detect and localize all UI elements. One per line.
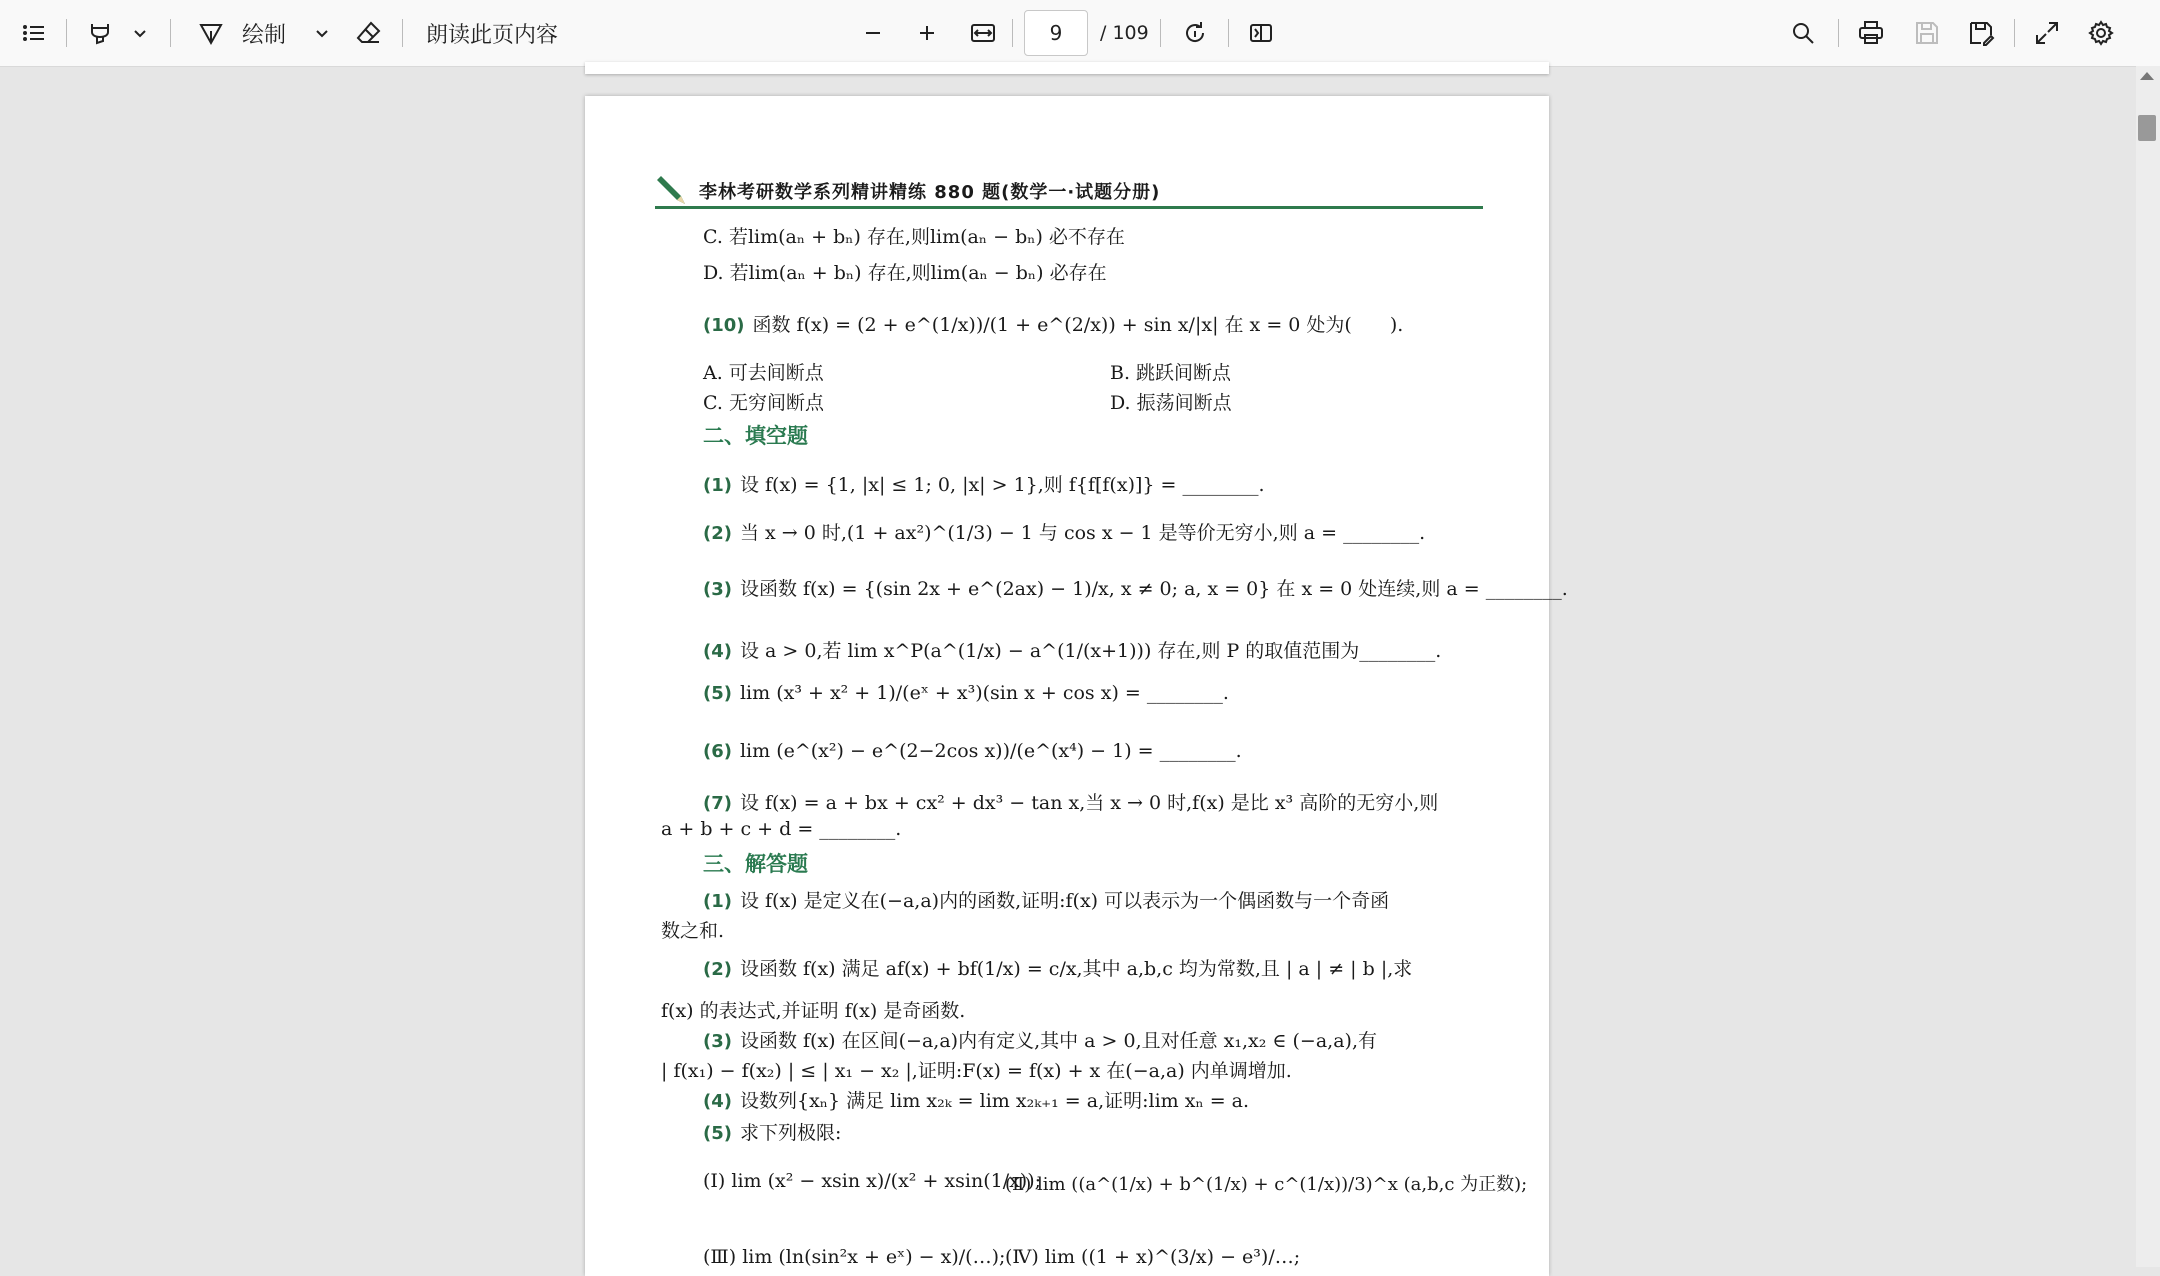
- separator: [402, 19, 403, 47]
- fill-question-5: (5) lim (x³ + x² + 1)/(eˣ + x³)(sin x + cos x) = ________.: [703, 682, 1229, 704]
- fill-question-2: (2) 当 x → 0 时,(1 + ax²)^(1/3) − 1 与 cos x − 1 是等价无穷小,则 a = ________.: [703, 522, 1426, 544]
- rotate-icon[interactable]: [1178, 13, 1212, 53]
- solve-question-3-cont: | f(x₁) − f(x₂) | ≤ | x₁ − x₂ |,证明:F(x) = f(x) + x 在(−a,a) 内单调增加.: [661, 1060, 1292, 1082]
- zoom-in-icon[interactable]: [912, 13, 942, 53]
- solve-question-3: (3) 设函数 f(x) 在区间(−a,a)内有定义,其中 a > 0,且对任意 x₁,x₂ ∈ (−a,a),有: [703, 1030, 1377, 1052]
- option-c: C. 若lim(aₙ + bₙ) 存在,则lim(aₙ − bₙ) 必不存在: [703, 226, 1125, 248]
- scroll-up-arrow-icon[interactable]: [2140, 72, 2154, 80]
- solve-question-2-cont: f(x) 的表达式,并证明 f(x) 是奇函数.: [661, 1000, 966, 1022]
- zoom-out-icon[interactable]: [858, 13, 888, 53]
- draw-pen-icon[interactable]: [196, 13, 226, 53]
- solve-question-2: (2) 设函数 f(x) 满足 af(x) + bf(1/x) = c/x,其中 a,b,c 均为常数,且 | a | ≠ | b |,求: [703, 958, 1413, 980]
- limit-part-2: (Ⅱ) lim ((a^(1/x) + b^(1/x) + c^(1/x))/3)^x (a,b,c 为正数);: [1005, 1174, 1528, 1195]
- separator: [66, 19, 67, 47]
- fit-width-icon[interactable]: [966, 13, 1000, 53]
- fullscreen-icon[interactable]: [2030, 13, 2064, 53]
- page-number-input[interactable]: 9: [1024, 10, 1088, 56]
- solve-question-1-cont: 数之和.: [661, 920, 725, 942]
- choice-b: B. 跳跃间断点: [1110, 362, 1232, 384]
- page-total: / 109: [1100, 22, 1149, 44]
- separator: [1838, 19, 1839, 47]
- vertical-scrollbar[interactable]: [2136, 66, 2160, 1267]
- separator: [2014, 19, 2015, 47]
- solve-question-4: (4) 设数列{xₙ} 满足 lim x₂ₖ = lim x₂ₖ₊₁ = a,证明:lim xₙ = a.: [703, 1090, 1250, 1112]
- choice-d: D. 振荡间断点: [1110, 392, 1232, 414]
- section-fill-in: 二、填空题: [703, 424, 808, 448]
- question-10: (10) 函数 f(x) = (2 + e^(1/x))/(1 + e^(2/x)) + sin x/|x| 在 x = 0 处为( ).: [703, 314, 1404, 336]
- fill-question-1: (1) 设 f(x) = {1, |x| ≤ 1; 0, |x| > 1},则 f{f[f(x)]} = ________.: [703, 474, 1265, 496]
- page-header: [655, 176, 1483, 209]
- read-aloud-button[interactable]: 朗读此页内容: [426, 22, 559, 48]
- highlight-icon[interactable]: [82, 13, 118, 53]
- limit-part-1: (Ⅰ) lim (x² − xsin x)/(x² + xsin(1/x));: [703, 1170, 1042, 1192]
- pencil-icon: [655, 172, 689, 206]
- limit-part-3: (Ⅲ) lim (ln(sin²x + eˣ) − x)/(…);: [703, 1246, 1006, 1268]
- separator: [1160, 19, 1161, 47]
- pdf-page: [585, 96, 1568, 1276]
- page-view-icon[interactable]: [1244, 13, 1278, 53]
- settings-gear-icon[interactable]: [2084, 13, 2118, 53]
- separator: [1012, 19, 1013, 47]
- scrollbar-thumb[interactable]: [2138, 115, 2156, 141]
- choice-a: A. 可去间断点: [703, 362, 824, 384]
- previous-page-edge: [585, 62, 1549, 74]
- choice-c: C. 无穷间断点: [703, 392, 824, 414]
- eraser-icon[interactable]: [352, 13, 386, 53]
- contents-list-icon[interactable]: [16, 13, 52, 53]
- section-solutions: 三、解答题: [703, 852, 808, 876]
- solve-question-1: (1) 设 f(x) 是定义在(−a,a)内的函数,证明:f(x) 可以表示为一个偶函数与一个奇函: [703, 890, 1390, 912]
- option-d: D. 若lim(aₙ + bₙ) 存在,则lim(aₙ − bₙ) 必存在: [703, 262, 1107, 284]
- highlight-chevron-down-icon[interactable]: [128, 13, 152, 53]
- separator: [170, 19, 171, 47]
- limit-part-4: (Ⅳ) lim ((1 + x)^(3/x) − e³)/…;: [1005, 1246, 1301, 1268]
- save-as-icon[interactable]: [1964, 13, 1998, 53]
- fill-question-3: (3) 设函数 f(x) = {(sin 2x + e^(2ax) − 1)/x, x ≠ 0; a, x = 0} 在 x = 0 处连续,则 a = ________.: [703, 578, 1568, 600]
- draw-chevron-down-icon[interactable]: [310, 13, 334, 53]
- print-icon[interactable]: [1854, 13, 1888, 53]
- search-icon[interactable]: [1786, 13, 1820, 53]
- fill-question-4: (4) 设 a > 0,若 lim x^P(a^(1/x) − a^(1/(x+1))) 存在,则 P 的取值范围为________.: [703, 640, 1442, 662]
- save-icon[interactable]: [1910, 13, 1944, 53]
- separator: [1228, 19, 1229, 47]
- header-title: 李林考研数学系列精讲精练 880 题(数学一·试题分册): [699, 182, 1161, 203]
- solve-question-5: (5) 求下列极限:: [703, 1122, 842, 1144]
- fill-question-6: (6) lim (e^(x²) − e^(2−2cos x))/(e^(x⁴) − 1) = ________.: [703, 740, 1242, 762]
- draw-label[interactable]: 绘制: [242, 22, 287, 48]
- fill-question-7: (7) 设 f(x) = a + bx + cx² + dx³ − tan x,当 x → 0 时,f(x) 是比 x³ 高阶的无穷小,则: [703, 792, 1439, 814]
- pdf-toolbar: [0, 0, 2160, 67]
- fill-question-7-cont: a + b + c + d = ________.: [661, 818, 902, 840]
